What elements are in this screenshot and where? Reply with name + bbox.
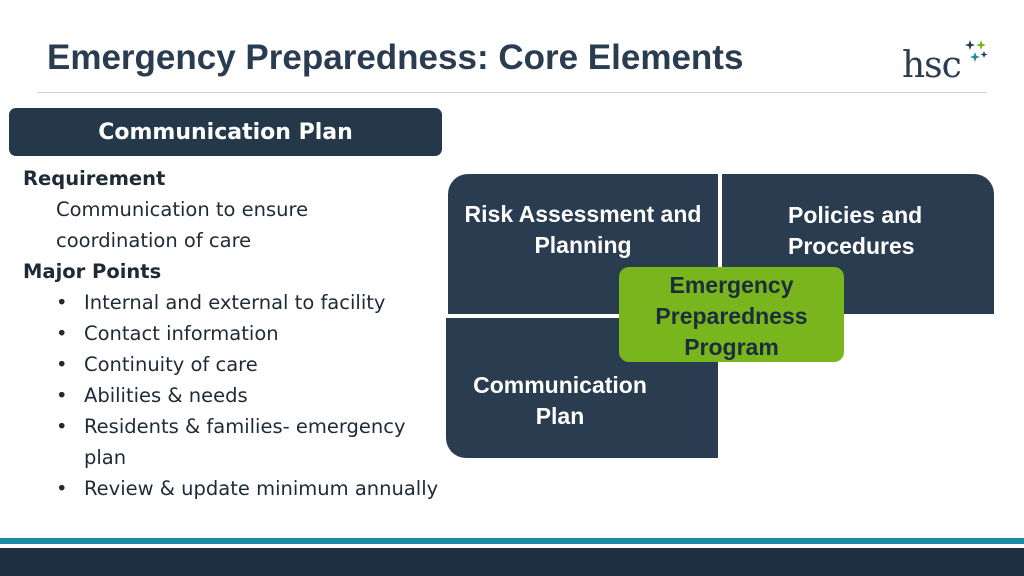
list-item: • Review & update minimum annually: [56, 473, 443, 504]
hsc-logo: [902, 38, 988, 88]
requirement-text-line2: coordination of care: [56, 229, 252, 252]
major-points-list: [23, 287, 443, 504]
footer-bar: [0, 548, 1024, 576]
slide-title: Emergency Preparedness: Core Elements: [47, 38, 744, 77]
requirement-heading: Requirement: [23, 167, 166, 190]
communication-label: Communication Plan: [473, 372, 647, 429]
list-item: • Internal and external to facility: [56, 287, 443, 318]
list-item: • Residents & families- emergency plan: [56, 411, 443, 473]
list-item: • Continuity of care: [56, 349, 443, 380]
risk-assessment-label: Risk Assessment and Planning: [464, 201, 702, 258]
sparkle-icon: [962, 38, 988, 68]
title-divider: [38, 92, 986, 93]
logo-text: hsc: [902, 45, 961, 86]
list-item: • Abilities & needs: [56, 380, 443, 411]
footer-accent-line: [0, 538, 1024, 544]
communication-plan-header: Communication Plan: [9, 108, 442, 156]
requirements-content: [23, 163, 443, 504]
major-points-heading: Major Points: [23, 260, 162, 283]
list-item: • Contact information: [56, 318, 443, 349]
requirement-text-line1: Communication to ensure: [56, 198, 309, 221]
emergency-program-center: [619, 267, 844, 362]
policies-label: Policies and Procedures: [788, 202, 923, 259]
emergency-program-label: Emergency Preparedness Program: [655, 272, 808, 360]
